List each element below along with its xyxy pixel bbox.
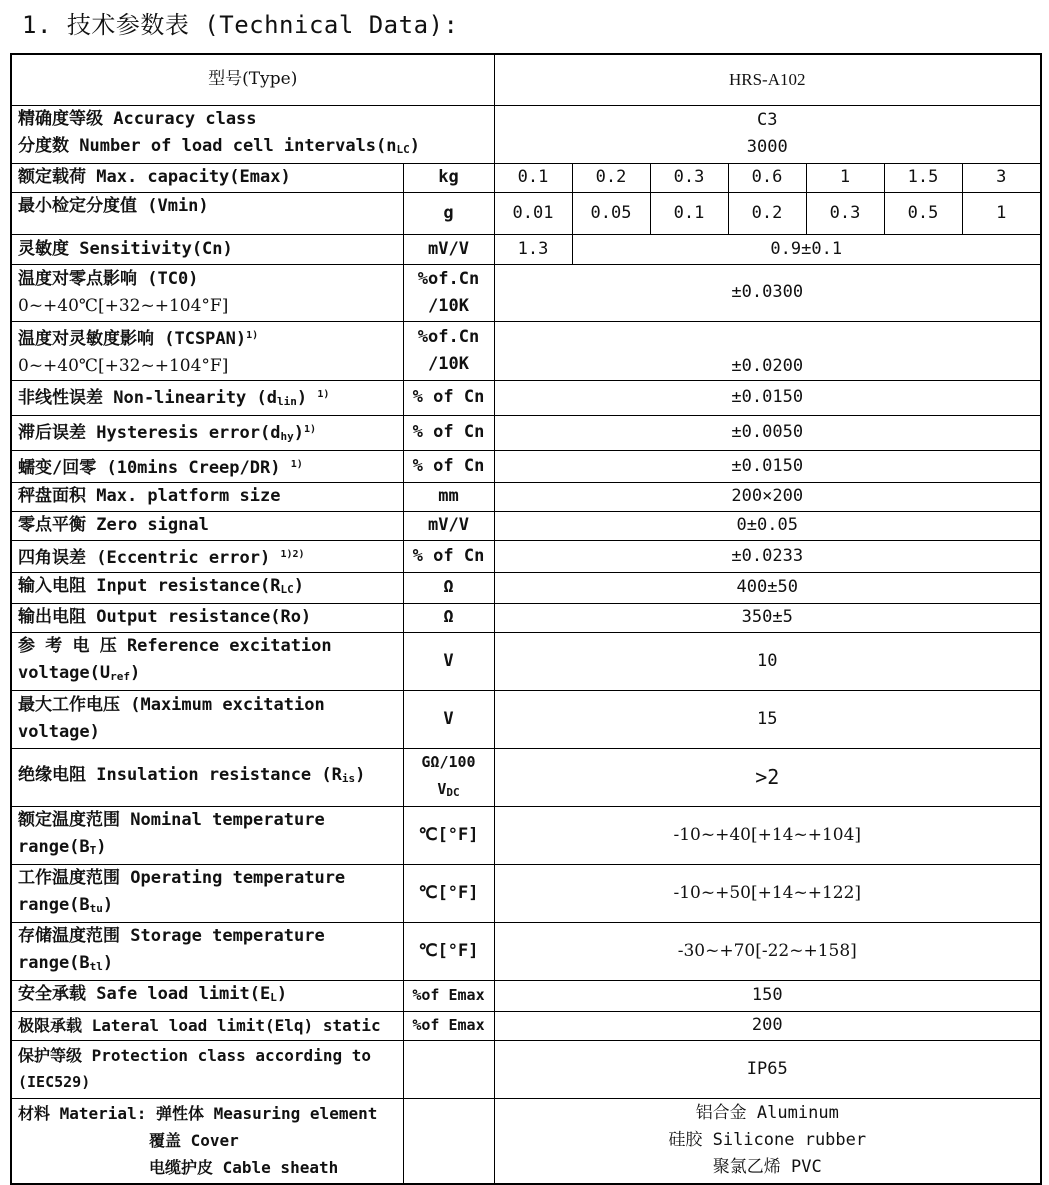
tc0-unit: %of.Cn /10K — [403, 264, 494, 321]
table-row — [11, 105, 1041, 163]
table-row — [11, 321, 1041, 380]
table-row — [11, 1011, 1041, 1040]
capacity-cell: 0.6 — [728, 163, 806, 192]
hysteresis-unit: % of Cn — [403, 415, 494, 450]
operating-temp-value: -10~+50[+14~+122] — [494, 864, 1041, 922]
nominal-temp-value: -10~+40[+14~+104] — [494, 806, 1041, 864]
storage-temp-unit: ℃[°F] — [403, 922, 494, 980]
capacity-label: 额定载荷 Max. capacity(Emax) — [11, 163, 403, 192]
header-row — [11, 54, 1041, 105]
insulation-unit: GΩ/100 $V_{DC}$ — [403, 748, 494, 806]
table-row — [11, 748, 1041, 806]
table-row — [11, 192, 1041, 234]
storage-temp-value: -30~+70[-22~+158] — [494, 922, 1041, 980]
model-name: HRS-A102 — [494, 54, 1041, 105]
platform-value: 200×200 — [494, 482, 1041, 511]
capacity-cell: 0.3 — [650, 163, 728, 192]
table-row — [11, 632, 1041, 690]
sensitivity-rest: 0.9±0.1 — [572, 234, 1041, 264]
nonlinearity-unit: % of Cn — [403, 380, 494, 415]
capacity-unit: kg — [403, 163, 494, 192]
vmin-cell: 0.2 — [728, 192, 806, 234]
nominal-temp-unit: ℃[°F] — [403, 806, 494, 864]
table-row — [11, 415, 1041, 450]
protection-value: IP65 — [494, 1040, 1041, 1098]
protection-label: 保护等级 Protection class according to (IEC529) — [11, 1040, 403, 1098]
page-title: 1. 技术参数表 (Technical Data): — [22, 11, 459, 39]
eccentric-value: ±0.0233 — [494, 540, 1041, 572]
tcspan-value: ±0.0200 — [494, 321, 1041, 380]
zero-signal-unit: mV/V — [403, 511, 494, 540]
capacity-cell: 3 — [962, 163, 1041, 192]
table-row — [11, 922, 1041, 980]
tcspan-label: 温度对灵敏度影响 (TCSPAN)$^{1)}$ 0~+40℃[+32~+104°F] — [11, 321, 403, 380]
vmin-cell: 0.5 — [884, 192, 962, 234]
table-row — [11, 690, 1041, 748]
safe-load-value: 150 — [494, 980, 1041, 1011]
capacity-cell: 1 — [806, 163, 884, 192]
vmin-cell: 0.1 — [650, 192, 728, 234]
max-excitation-unit: V — [403, 690, 494, 748]
hysteresis-label: 滞后误差 Hysteresis $error(d_{hy})^{1)}$ — [11, 415, 403, 450]
reference-excitation-unit: V — [403, 632, 494, 690]
safe-load-unit: %of Emax — [403, 980, 494, 1011]
storage-temp-label: 存储温度范围 Storage temperature $range(B_{tl})$ — [11, 922, 403, 980]
accuracy-intervals-label: 精确度等级 Accuracy class 分度数 Number of load cell $intervals(n_{LC})$ — [11, 105, 494, 163]
reference-excitation-label: 参 考 电 压 Reference excitation $voltage(U_{ref})$ — [11, 632, 403, 690]
material-label: 材料 Material: 弹性体 Measuring element 覆盖 Cover 电缆护皮 Cable sheath — [11, 1098, 403, 1184]
input-resistance-unit: Ω — [403, 572, 494, 603]
creep-unit: % of Cn — [403, 450, 494, 482]
zero-signal-label: 零点平衡 Zero signal — [11, 511, 403, 540]
platform-label: 秤盘面积 Max. platform size — [11, 482, 403, 511]
vmin-cell: 1 — [962, 192, 1041, 234]
insulation-label: 绝缘电阻 Insulation resistance $(R_{is})$ — [11, 748, 403, 806]
capacity-cell: 1.5 — [884, 163, 962, 192]
nominal-temp-label: 额定温度范围 Nominal temperature $range(B_T)$ — [11, 806, 403, 864]
nonlinearity-value: ±0.0150 — [494, 380, 1041, 415]
output-resistance-unit: Ω — [403, 603, 494, 632]
tc0-value: ±0.0300 — [494, 264, 1041, 321]
material-value: 铝合金 Aluminum 硅胶 Silicone rubber 聚氯乙烯 PVC — [494, 1098, 1041, 1184]
table-row — [11, 511, 1041, 540]
platform-unit: mm — [403, 482, 494, 511]
eccentric-unit: % of Cn — [403, 540, 494, 572]
operating-temp-unit: ℃[°F] — [403, 864, 494, 922]
zero-signal-value: 0±0.05 — [494, 511, 1041, 540]
vmin-cell: 0.01 — [494, 192, 572, 234]
operating-temp-label: 工作温度范围 Operating temperature $range(B_{tu})$ — [11, 864, 403, 922]
eccentric-label: 四角误差 (Eccentric error) $^{1)2)}$ — [11, 540, 403, 572]
lateral-load-value: 200 — [494, 1011, 1041, 1040]
max-excitation-label: 最大工作电压 (Maximum excitation voltage) — [11, 690, 403, 748]
creep-value: ±0.0150 — [494, 450, 1041, 482]
table-row — [11, 482, 1041, 511]
sensitivity-first: 1.3 — [494, 234, 572, 264]
table-row — [11, 163, 1041, 192]
table-row — [11, 603, 1041, 632]
vmin-cell: 0.3 — [806, 192, 884, 234]
table-row — [11, 380, 1041, 415]
table-row — [11, 540, 1041, 572]
table-row — [11, 450, 1041, 482]
protection-unit — [403, 1040, 494, 1098]
capacity-cell: 0.1 — [494, 163, 572, 192]
table-row — [11, 1040, 1041, 1098]
capacity-cell: 0.2 — [572, 163, 650, 192]
input-resistance-value: 400±50 — [494, 572, 1041, 603]
table-row — [11, 1098, 1041, 1184]
nonlinearity-label: 非线性误差 Non-linearity $(d_{lin})$ $^{1)}$ — [11, 380, 403, 415]
type-header: 型号(Type) — [11, 54, 494, 105]
hysteresis-value: ±0.0050 — [494, 415, 1041, 450]
table-row — [11, 572, 1041, 603]
vmin-label: 最小检定分度值 (Vmin) — [11, 192, 403, 234]
technical-data-table — [10, 53, 1042, 1185]
safe-load-label: 安全承载 Safe load $limit(E_L)$ — [11, 980, 403, 1011]
tcspan-unit: %of.Cn /10K — [403, 321, 494, 380]
material-unit — [403, 1098, 494, 1184]
vmin-unit: g — [403, 192, 494, 234]
lateral-load-label: 极限承载 Lateral load limit(Elq) static — [11, 1011, 403, 1040]
table-row — [11, 864, 1041, 922]
table-row — [11, 980, 1041, 1011]
insulation-value: >2 — [494, 748, 1041, 806]
output-resistance-label: 输出电阻 Output resistance(Ro) — [11, 603, 403, 632]
input-resistance-label: 输入电阻 Input $resistance(R_{LC})$ — [11, 572, 403, 603]
table-row — [11, 234, 1041, 264]
creep-label: 蠕变/回零 (10mins Creep/DR) $^{1)}$ — [11, 450, 403, 482]
tc0-label: 温度对零点影响 (TC0) 0~+40℃[+32~+104°F] — [11, 264, 403, 321]
table-row — [11, 264, 1041, 321]
sensitivity-label: 灵敏度 Sensitivity(Cn) — [11, 234, 403, 264]
lateral-load-unit: %of Emax — [403, 1011, 494, 1040]
vmin-cell: 0.05 — [572, 192, 650, 234]
accuracy-intervals-value: C3 3000 — [494, 105, 1041, 163]
max-excitation-value: 15 — [494, 690, 1041, 748]
output-resistance-value: 350±5 — [494, 603, 1041, 632]
table-row — [11, 806, 1041, 864]
sensitivity-unit: mV/V — [403, 234, 494, 264]
reference-excitation-value: 10 — [494, 632, 1041, 690]
